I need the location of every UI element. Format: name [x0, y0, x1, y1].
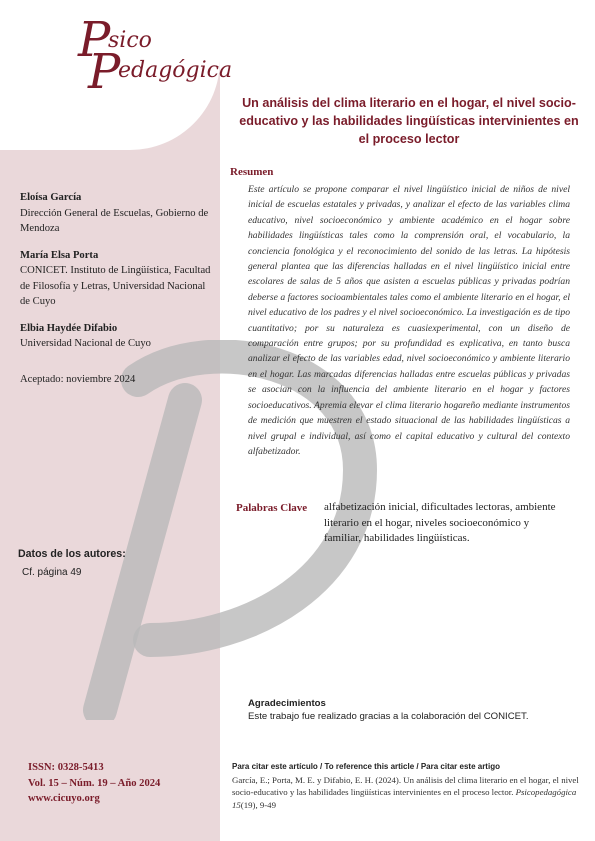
author-entry	[20, 190, 216, 237]
author-entry	[20, 321, 216, 352]
author-entry	[20, 248, 216, 310]
acknowledgments-heading: Agradecimientos	[248, 698, 326, 709]
author-affiliation: CONICET. Instituto de Lingüística, Facultad de Filosofía y Letras, Universidad Nacional de Cuyo	[20, 265, 211, 307]
issn: ISSN: 0328-5413	[28, 762, 104, 773]
citation-main: García, E.; Porta, M. E. y Difabio, E. H. (2024). Un análisis del clima literario en el hogar, el nivel socio-educativo y las habilidades lingüísticas intervinientes en el proceso lector.	[232, 775, 579, 798]
volume-issue: Vol. 15 – Núm. 19 – Año 2024	[28, 777, 161, 789]
author-name: María Elsa Porta	[20, 249, 99, 261]
keywords-heading: Palabras Clave	[236, 502, 308, 514]
author-data-reference: Cf. página 49	[22, 567, 82, 578]
authors-list	[20, 190, 216, 363]
citation-journal: Psicopedagógica 15	[232, 787, 577, 810]
keywords-text: alfabetización inicial, dificultades lectoras, ambiente literario en el hogar, niveles socioeconómico y familiar, habilidades lingüísticas.	[324, 501, 556, 545]
journal-logo	[78, 12, 238, 100]
logo-initial-p-second: P	[88, 44, 121, 100]
author-name: Elbia Haydée Difabio	[20, 322, 118, 334]
abstract-heading: Resumen	[230, 166, 274, 178]
website-link[interactable]: www.cicuyo.org	[28, 793, 100, 804]
logo-initial-p: P	[78, 12, 111, 68]
logo-word-pedagogica: edagógica	[118, 58, 233, 83]
publication-info	[28, 760, 160, 807]
accepted-date: Aceptado: noviembre 2024	[20, 374, 136, 385]
citation-heading: Para citar este artículo / To reference this article / Para citar este artigo	[232, 762, 500, 771]
citation-text	[232, 774, 590, 811]
abstract-text: Este artículo se propone comparar el nivel lingüístico inicial de niños de nivel inicial de escuelas estatales y privadas, y analizar el efecto de las variables clima educativo, nivel socioeconómico y ambiente académico en el hogar sobre habilidades lingüísticas tales como la comprensión oral, el vocabulario, la conciencia fonológica y el reconocimiento del sonido de las letras. La hipótesis general plantea que las diferencias halladas en el nivel lingüístico inicial entre escolares de salas de 5 años que asisten a escuelas públicas y privadas podrían deberse a factores socioambientales tales como el ambiente literario en el hogar, el nivel educativo de los padres y el nivel socioeconómico. La investigación es de tipo cuantitativo; por su naturaleza es cuasiexperimental, con un diseño de comparación entre grupos; por su profundidad es explicativa, en tanto busca analizar el efecto de las variables edad, nivel socioeconómico y ambiente literario en el hogar. Las marcadas diferencias halladas entre escuelas públicas y privadas se asocian con la influencia del ambiente literario en el hogar y factores socioeducativos. Apremia elevar el clima literario hogareño mediante instrumentos de medición que muestren el estado situacional de las habilidades lingüísticas a nivel grupal e individual, así como el capital educativo y cultural del contexto alfabetizador.	[248, 184, 570, 457]
citation-issue-pages: (19), 9-49	[240, 799, 276, 810]
article-title: Un análisis del clima literario en el hogar, el nivel socio-educativo y las habilidades lingüísticas intervinientes en el proceso lector	[239, 96, 579, 146]
logo-word-psico: sico	[108, 28, 152, 53]
author-name: Eloísa García	[20, 192, 82, 203]
author-affiliation: Universidad Nacional de Cuyo	[20, 338, 151, 349]
author-data-heading: Datos de los autores:	[18, 548, 126, 560]
acknowledgments-text: Este trabajo fue realizado gracias a la colaboración del CONICET.	[248, 711, 529, 722]
author-affiliation: Dirección General de Escuelas, Gobierno de Mendoza	[20, 207, 209, 234]
